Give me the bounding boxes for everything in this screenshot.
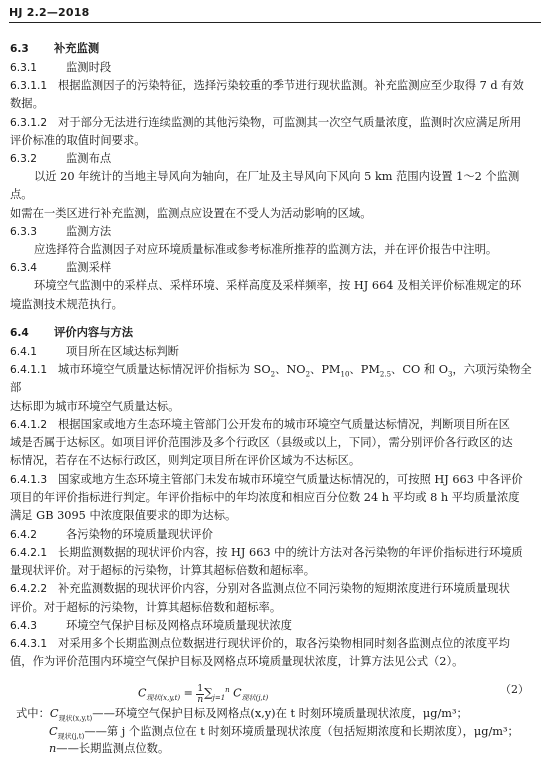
formula-rhs-symbol: C bbox=[233, 687, 242, 701]
document-code-header: HJ 2.2—2018 bbox=[9, 6, 90, 19]
formula-2 bbox=[10, 675, 537, 705]
fraction-denominator: n bbox=[197, 694, 204, 705]
subsection-heading-6-4-3 bbox=[10, 617, 537, 635]
definition-subscript: 现状(x,y,t) bbox=[58, 714, 93, 723]
section-heading-6-3 bbox=[10, 39, 537, 59]
subsection-number: 6.4.3 bbox=[10, 619, 37, 632]
subscript: 2.5 bbox=[379, 370, 392, 379]
section-number: 6.3 bbox=[10, 43, 29, 55]
paragraph-6-3-4 bbox=[10, 277, 537, 314]
subsection-title: 环境空气保护目标及网格点环境质量现状浓度 bbox=[66, 618, 292, 632]
formula-equals: = bbox=[180, 687, 197, 701]
clause-text-line: 长期监测数据的现状评价内容，按 HJ 663 中的统计方法对各污染物的年评价指标进行环境质 bbox=[58, 545, 523, 559]
subsection-heading-6-3-1 bbox=[10, 59, 537, 77]
definition-subscript: 现状(j,t) bbox=[57, 732, 85, 741]
subsection-heading-6-4-1 bbox=[10, 343, 537, 361]
subsection-number: 6.4.1 bbox=[10, 345, 37, 358]
document-body bbox=[10, 38, 537, 758]
clause-text-line: 对采用多个长期监测点位数据进行现状评价的，取各污染物相同时刻各监测点位的浓度平均 bbox=[58, 636, 510, 650]
subsection-title: 监测方法 bbox=[66, 225, 112, 239]
subsection-number: 6.3.3 bbox=[10, 226, 37, 239]
subscript: 10 bbox=[340, 370, 350, 379]
formula-rhs-subscript: 现状(j,t) bbox=[241, 694, 269, 703]
clause-text-line: 值，作为评价范围内环境空气保护目标及网格点环境质量现状浓度，计算方法见公式（2）。 bbox=[10, 655, 464, 669]
clause-6-3-1-2 bbox=[10, 114, 537, 151]
definition-text: ——第 j 个监测点位在 t 时刻环境质量现状浓度（包括短期浓度和长期浓度），μg/m³； bbox=[84, 724, 519, 738]
clause-text-line: 根据监测因子的污染特征，选择污染较重的季节进行现状监测。补充监测应至少取得 7 d 有效 bbox=[58, 79, 524, 92]
paragraph-6-3-2 bbox=[10, 168, 537, 223]
clause-6-4-1-2 bbox=[10, 416, 537, 471]
clause-text-line: 评价。对于超标的污染物，计算其超标倍数和超标率。 bbox=[10, 600, 282, 614]
clause-text-line: 域是否属于达标区。如项目评价范围涉及多个行政区（县级或以上，下同），需分别评价各行政区的达 bbox=[10, 436, 513, 450]
paragraph-6-3-3 bbox=[10, 241, 537, 259]
clause-number: 6.4.2.1 bbox=[10, 546, 48, 559]
clause-text: 、PM bbox=[310, 362, 341, 376]
definition-symbol: n bbox=[49, 742, 57, 756]
clause-number: 6.4.1.1 bbox=[10, 363, 48, 376]
summation-symbol: ∑ bbox=[204, 686, 213, 701]
formula-fraction bbox=[196, 684, 204, 705]
clause-text: 、CO 和 O bbox=[391, 362, 448, 376]
section-title: 补充监测 bbox=[54, 42, 100, 55]
subsection-title: 监测布点 bbox=[66, 152, 112, 166]
section-number: 6.4 bbox=[10, 326, 29, 339]
definition-symbol: C bbox=[49, 707, 59, 721]
subsection-heading-6-3-4 bbox=[10, 259, 537, 277]
subsection-heading-6-4-2 bbox=[10, 526, 537, 544]
clause-text-line: 项目的年评价指标进行判定。年评价指标中的年均浓度和相应百分位数 24 h 平均或 8 h 平均质量浓度 bbox=[10, 491, 520, 505]
equation-number: （2） bbox=[500, 683, 529, 697]
definition-row bbox=[16, 740, 537, 758]
clause-6-4-1-1 bbox=[10, 361, 537, 416]
clause-6-4-3-1 bbox=[10, 635, 537, 672]
formula-lhs-symbol: C bbox=[138, 687, 147, 701]
subscript: 2 bbox=[270, 370, 276, 379]
clause-number: 6.4.1.3 bbox=[10, 473, 48, 486]
clause-text-line: 国家或地方生态环境主管部门未发布城市环境空气质量达标情况的，可按照 HJ 663 中各评价 bbox=[58, 472, 523, 486]
clause-text-line: 标情况，若存在不达标行政区，则判定项目所在评价区域为不达标区。 bbox=[10, 454, 361, 468]
subsection-number: 6.4.2 bbox=[10, 528, 37, 541]
paragraph-text-line: 环境空气监测中的采样点、采样环境、采样高度及采样频率，按 HJ 664 及相关评价标准规定的环 bbox=[34, 279, 522, 293]
definition-row bbox=[16, 705, 537, 723]
definition-row bbox=[16, 723, 537, 741]
clause-text-line: 满足 GB 3095 中浓度限值要求的即为达标。 bbox=[10, 509, 237, 523]
clause-text-line: 数据。 bbox=[10, 97, 44, 111]
subsection-title: 项目所在区域达标判断 bbox=[66, 344, 179, 358]
clause-text: ，六项污染物全部 bbox=[10, 362, 532, 395]
definitions-lead: 式中： bbox=[16, 707, 50, 721]
paragraph-text-line: 以近 20 年统计的当地主导风向为轴向，在厂址及主导风向下风向 5 km 范围内设置 1～2 个监测点。 bbox=[10, 170, 520, 202]
subsection-title: 各污染物的环境质量现状评价 bbox=[66, 527, 213, 541]
paragraph-text-line: 应选择符合监测因子对应环境质量标准或参考标准所推荐的监测方法，并在评价报告中注明。 bbox=[34, 243, 498, 257]
clause-text: 、NO bbox=[275, 362, 306, 376]
clause-number: 6.4.1.2 bbox=[10, 418, 48, 431]
subscript: 2 bbox=[305, 370, 311, 379]
summation-lower-bound: j=1 bbox=[212, 694, 226, 703]
header-rule bbox=[9, 22, 541, 23]
clause-text-line: 量现状评价。对于超标的污染物，计算其超标倍数和超标率。 bbox=[10, 563, 316, 577]
definition-text: ——长期监测点位数。 bbox=[56, 742, 170, 756]
clause-6-3-1-1 bbox=[10, 77, 537, 114]
clause-number: 6.3.1.1 bbox=[10, 80, 48, 92]
clause-6-4-2-2 bbox=[10, 580, 537, 617]
formula-lhs-subscript: 现状(x,y,t) bbox=[146, 694, 181, 703]
section-heading-6-4 bbox=[10, 323, 537, 343]
subsection-number: 6.3.2 bbox=[10, 153, 37, 166]
subsection-heading-6-3-3 bbox=[10, 223, 537, 241]
subsection-title: 监测时段 bbox=[66, 61, 112, 74]
clause-text: 城市环境空气质量达标情况评价指标为 SO bbox=[58, 362, 271, 376]
subsection-number: 6.3.4 bbox=[10, 262, 37, 275]
definition-text: ——环境空气保护目标及网格点(x,y)在 t 时刻环境质量现状浓度，μg/m³； bbox=[92, 707, 468, 721]
summation-upper-bound: n bbox=[225, 686, 230, 695]
clause-number: 6.4.3.1 bbox=[10, 637, 48, 650]
clause-text-line: 达标即为城市环境空气质量达标。 bbox=[10, 399, 180, 413]
definition-symbol: C bbox=[49, 724, 58, 738]
clause-number: 6.3.1.2 bbox=[10, 116, 48, 129]
paragraph-text-line: 如需在一类区进行补充监测，监测点应设置在不受人为活动影响的区域。 bbox=[10, 206, 372, 220]
formula-expression bbox=[138, 681, 268, 704]
subsection-title: 监测采样 bbox=[66, 261, 112, 275]
clause-6-4-2-1 bbox=[10, 544, 537, 581]
section-title: 评价内容与方法 bbox=[54, 325, 134, 339]
clause-text: 、PM bbox=[349, 362, 380, 376]
subsection-heading-6-3-2 bbox=[10, 150, 537, 168]
clause-number: 6.4.2.2 bbox=[10, 583, 48, 596]
formula-definitions bbox=[10, 705, 537, 758]
clause-text-line: 对于部分无法进行连续监测的其他污染物，可监测其一次空气质量浓度，监测时次应满足所用 bbox=[58, 115, 522, 129]
fraction-numerator: 1 bbox=[197, 683, 204, 694]
clause-text-line: 评价标准的取值时间要求。 bbox=[10, 133, 146, 147]
subsection-number: 6.3.1 bbox=[10, 62, 37, 74]
clause-text-line: 补充监测数据的现状评价内容，分别对各监测点位不同污染物的短期浓度进行环境质量现状 bbox=[58, 582, 510, 596]
clause-text-line: 根据国家或地方生态环境主管部门公开发布的城市环境空气质量达标情况，判断项目所在区 bbox=[58, 417, 510, 431]
clause-6-4-1-3 bbox=[10, 471, 537, 526]
paragraph-text-line: 境监测技术规范执行。 bbox=[10, 297, 123, 311]
subscript: 3 bbox=[447, 370, 453, 379]
spacer bbox=[10, 314, 537, 322]
